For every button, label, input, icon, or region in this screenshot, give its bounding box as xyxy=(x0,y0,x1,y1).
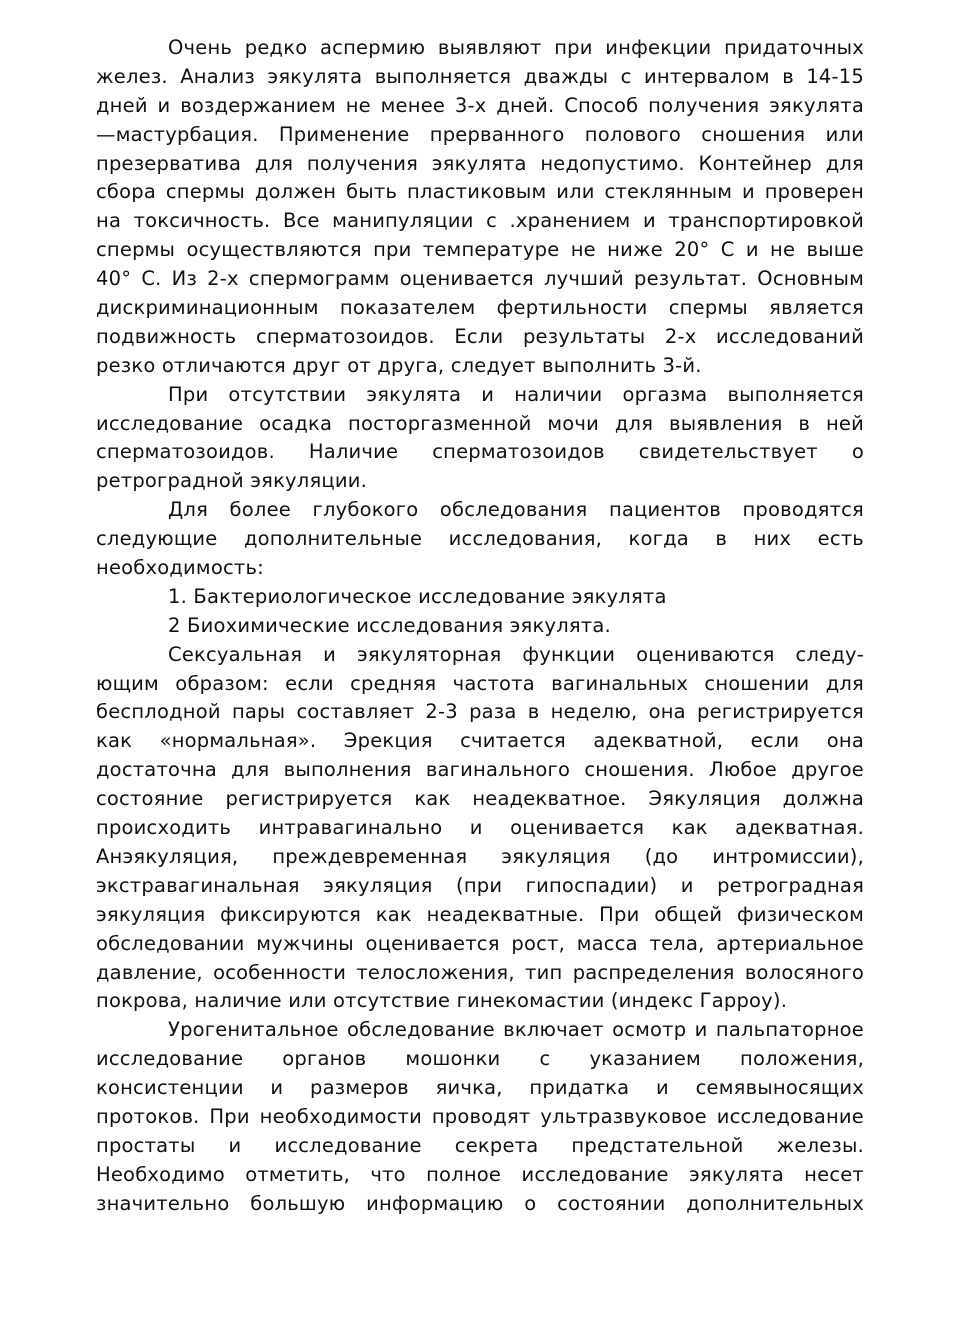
paragraph xyxy=(96,1016,864,1218)
text-line: исследование осадка посторгазменной мочи для выявления в ней xyxy=(96,411,864,435)
list-item: 1. Бактериологическое исследование эякулята xyxy=(168,584,667,608)
text-line: ретроградной эякуляции. xyxy=(96,469,368,493)
text-line: желез. Анализ эякулята выполняется дважды с интервалом в 14-15 xyxy=(96,64,864,88)
text-line: спермы осуществляются при температуре не ниже 20° С и не выше xyxy=(96,238,864,262)
text-line: Урогенитальное обследование включает осмотр и пальпаторное xyxy=(168,1018,864,1042)
text-line: необходимость: xyxy=(96,556,264,580)
paragraph xyxy=(96,381,864,497)
text-line: презерватива для получения эякулята недопустимо. Контейнер для xyxy=(96,151,864,175)
text-line: бесплодной пары составляет 2-3 раза в неделю, она регистрируется xyxy=(96,700,864,724)
text-line: достаточна для выполнения вагинального сношения. Любое другое xyxy=(96,758,864,782)
text-line: экстравагинальная эякуляция (при гипоспадии) и ретроградная xyxy=(96,873,864,897)
text-line: покрова, наличие или отсутствие гинекомастии (индекс Гарроу). xyxy=(96,989,788,1013)
text-line: значительно большую информацию о состоянии дополнительных xyxy=(96,1191,864,1215)
text-line: происходить интравагинально и оценивается как адекватная. xyxy=(96,816,864,840)
text-line: Анэякуляция, преждевременная эякуляция (до интромиссии), xyxy=(96,844,864,868)
text-line: Очень редко аспермию выявляют при инфекции придаточных xyxy=(168,36,864,59)
text-line: подвижность сперматозоидов. Если результаты 2-х исследований xyxy=(96,324,864,348)
list-item: 2 Биохимические исследования эякулята. xyxy=(168,613,611,637)
text-line: консистенции и размеров яичка, придатка и семявыносящих xyxy=(96,1076,864,1100)
numbered-list xyxy=(96,583,864,641)
text-line: сбора спермы должен быть пластиковым или стеклянным и проверен xyxy=(96,180,864,204)
text-line: обследовании мужчины оценивается рост, масса тела, артериальное xyxy=(96,931,864,955)
text-line: простаты и исследование секрета предстательной железы. xyxy=(96,1133,864,1157)
paragraph xyxy=(96,641,864,1017)
text-line: При отсутствии эякулята и наличии оргазма выполняется xyxy=(168,382,864,406)
text-line: Сексуальная и эякуляторная функции оцениваются следу- xyxy=(168,642,864,666)
text-line: давление, особенности телосложения, тип распределения волосяного xyxy=(96,960,864,984)
text-line: резко отличаются друг от друга, следует выполнить 3-й. xyxy=(96,353,702,377)
text-line: 40° С. Из 2-х спермограмм оценивается лучший результат. Основным xyxy=(96,267,864,291)
text-line: Необходимо отметить, что полное исследование эякулята несет xyxy=(96,1162,864,1186)
paragraph xyxy=(96,496,864,583)
text-line: следующие дополнительные исследования, когда в них есть xyxy=(96,527,864,551)
text-line: исследование органов мошонки с указанием положения, xyxy=(96,1047,864,1071)
text-line: сперматозоидов. Наличие сперматозоидов свидетельствует о xyxy=(96,440,864,464)
text-line: эякуляция фиксируются как неадекватные. При общей физическом xyxy=(96,902,864,926)
text-line: на токсичность. Все манипуляции с .хранением и транспортировкой xyxy=(96,209,864,233)
text-line: Для более глубокого обследования пациентов проводятся xyxy=(168,498,864,522)
text-line: ющим образом: если средняя частота вагинальных сношении для xyxy=(96,671,864,695)
text-line: как «нормальная». Эрекция считается адекватной, если она xyxy=(96,729,864,753)
text-line: дней и воздержанием не менее 3-х дней. Способ получения эякулята xyxy=(96,93,864,117)
document-page xyxy=(96,34,864,1219)
text-line: протоков. При необходимости проводят ультразвуковое исследование xyxy=(96,1104,864,1128)
text-line: дискриминационным показателем фертильности спермы является xyxy=(96,296,864,320)
paragraph xyxy=(96,34,864,381)
text-line: состояние регистрируется как неадекватное. Эякуляция должна xyxy=(96,787,864,811)
text-line: —мастурбация. Применение прерванного полового сношения или xyxy=(96,122,864,146)
